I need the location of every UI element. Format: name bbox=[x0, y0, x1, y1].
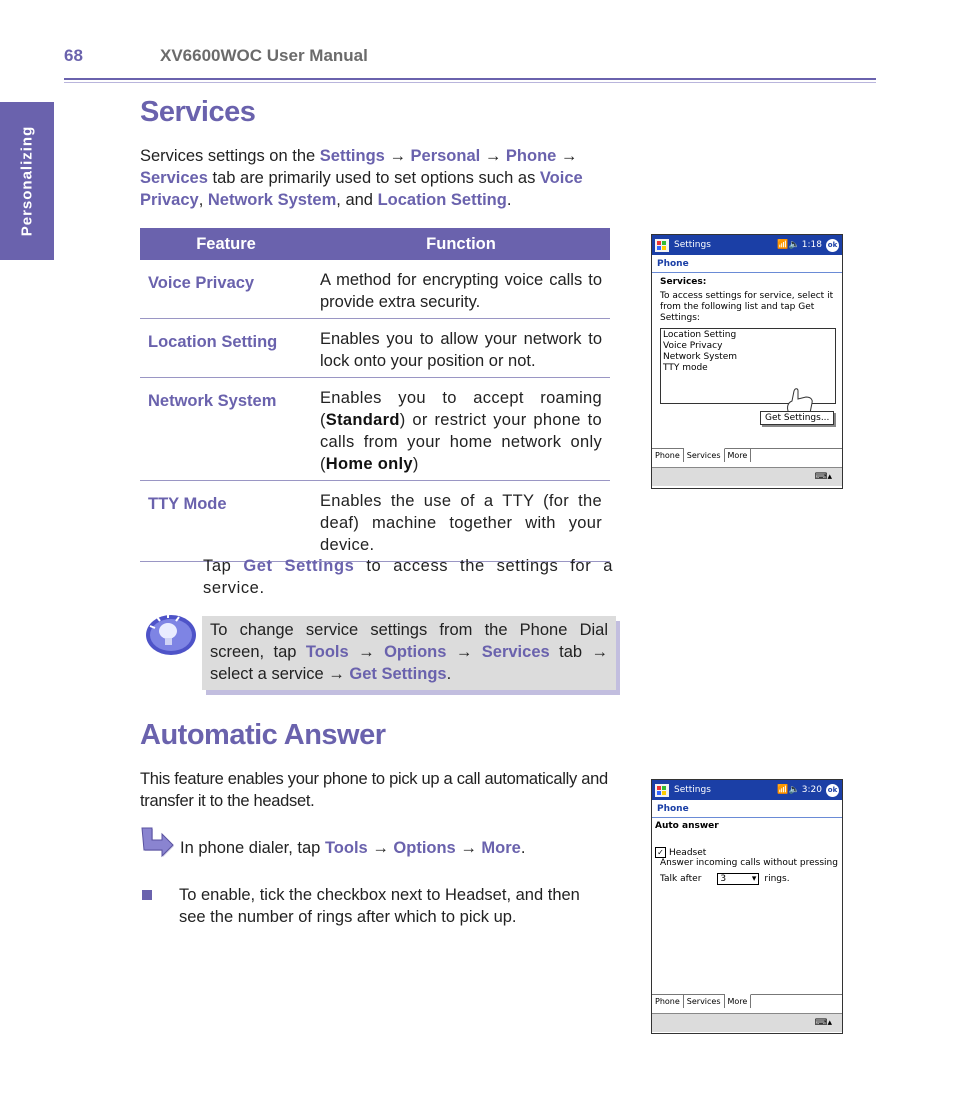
get-settings-button[interactable]: Get Settings... bbox=[760, 411, 834, 425]
automatic-answer-heading: Automatic Answer bbox=[140, 719, 386, 751]
arrow-icon bbox=[140, 826, 174, 858]
auto-answer-label: Auto answer bbox=[655, 821, 719, 831]
sip-bar bbox=[652, 467, 842, 486]
list-item[interactable]: Location Setting bbox=[663, 330, 737, 340]
ok-button[interactable]: ok bbox=[826, 784, 839, 797]
auto-answer-screenshot bbox=[651, 779, 843, 1034]
headset-description: Answer incoming calls without pressing bbox=[660, 858, 838, 868]
tab-bar bbox=[652, 994, 842, 1008]
feature-cell: Network System bbox=[140, 378, 312, 481]
function-cell: Enables the use of a TTY (for the deaf) machine together with your device. bbox=[312, 481, 610, 562]
services-heading: Services bbox=[140, 96, 256, 128]
tab-more[interactable]: More bbox=[725, 449, 752, 462]
table-row bbox=[140, 260, 610, 319]
feature-cell: TTY Mode bbox=[140, 481, 312, 562]
windows-logo-icon bbox=[655, 784, 669, 797]
function-cell: Enables you to allow your network to lock onto your position or not. bbox=[312, 319, 610, 378]
tab-bar bbox=[652, 448, 842, 462]
table-header-row bbox=[140, 228, 610, 260]
feature-header: Feature bbox=[140, 228, 312, 260]
speaker-icon: 🔈 bbox=[788, 240, 800, 250]
headset-row bbox=[652, 847, 842, 858]
windows-logo-icon bbox=[655, 239, 669, 252]
speaker-icon: 🔈 bbox=[788, 785, 800, 795]
headset-checkbox[interactable]: ✓ bbox=[655, 847, 666, 858]
header-rule bbox=[64, 78, 876, 80]
bullet-square bbox=[142, 890, 152, 900]
tap-instruction: Tap Get Settings to access the settings for a service. bbox=[203, 557, 613, 597]
keyboard-icon[interactable]: ⌨▴ bbox=[814, 472, 832, 482]
dialer-step: In phone dialer, tap Tools → Options → More. bbox=[180, 839, 526, 857]
lightbulb-icon bbox=[143, 612, 197, 658]
page-number: 68 bbox=[64, 46, 83, 65]
app-title: Settings bbox=[674, 240, 711, 250]
table-row bbox=[140, 481, 610, 562]
title-bar bbox=[652, 235, 842, 255]
header-rule-thin bbox=[64, 82, 876, 83]
title-bar bbox=[652, 780, 842, 800]
feature-cell: Location Setting bbox=[140, 319, 312, 378]
services-instructions: To access settings for service, select it from the following list and tap Get Settings: bbox=[660, 291, 834, 323]
rings-unit: rings. bbox=[764, 874, 790, 884]
signal-icon: 📶 bbox=[777, 785, 789, 795]
automatic-answer-intro: This feature enables your phone to pick up a call automatically and transfer it to the headset. bbox=[140, 770, 608, 810]
tab-phone[interactable]: Phone bbox=[652, 449, 684, 462]
tab-services[interactable]: Services bbox=[684, 995, 725, 1008]
tab-more[interactable]: More bbox=[725, 994, 752, 1008]
clock: 3:20 bbox=[801, 785, 822, 795]
list-item[interactable]: Network System bbox=[663, 352, 737, 362]
function-cell: A method for encrypting voice calls to provide extra security. bbox=[312, 260, 610, 319]
tab-services[interactable]: Services bbox=[684, 448, 725, 462]
tip-note: To change service settings from the Phone Dial screen, tap Tools → Options → Services tab → select a service → Get Settings. bbox=[202, 616, 616, 690]
list-item[interactable]: Voice Privacy bbox=[663, 341, 723, 351]
rings-select[interactable]: 3 ▾ bbox=[717, 873, 759, 885]
chevron-down-icon: ▾ bbox=[751, 874, 757, 884]
ok-button[interactable]: ok bbox=[826, 239, 839, 252]
section-title: Phone bbox=[652, 800, 842, 818]
section-title: Phone bbox=[652, 255, 842, 273]
headset-label: Headset bbox=[669, 847, 707, 858]
side-tab-label: Personalizing bbox=[18, 125, 36, 237]
manual-title: XV6600WOC User Manual bbox=[160, 46, 368, 65]
clock: 1:18 bbox=[801, 240, 822, 250]
keyboard-icon[interactable]: ⌨▴ bbox=[814, 1018, 832, 1028]
app-title: Settings bbox=[674, 785, 711, 795]
side-tab bbox=[0, 102, 54, 260]
function-header: Function bbox=[312, 228, 610, 260]
services-table bbox=[140, 228, 610, 562]
list-item[interactable]: TTY mode bbox=[663, 363, 708, 373]
sip-bar bbox=[652, 1013, 842, 1032]
services-label: Services: bbox=[660, 277, 707, 287]
bullet-text: To enable, tick the checkbox next to Headset, and then see the number of rings after which to pick up. bbox=[179, 886, 580, 926]
feature-cell: Voice Privacy bbox=[140, 260, 312, 319]
signal-icon: 📶 bbox=[777, 240, 789, 250]
talk-after-label: Talk after bbox=[660, 874, 702, 884]
function-cell: Enables you to accept roaming (Standard) or restrict your phone to calls from your home network only (Home only) bbox=[312, 378, 610, 481]
services-screenshot bbox=[651, 234, 843, 489]
services-intro: Services settings on the Settings → Personal → Phone → Services tab are primarily used to set options such as Voice Privacy, Network System, and Location Setting. bbox=[140, 147, 583, 209]
talk-after-row bbox=[652, 868, 842, 890]
table-row bbox=[140, 378, 610, 481]
table-row bbox=[140, 319, 610, 378]
tab-phone[interactable]: Phone bbox=[652, 995, 684, 1008]
